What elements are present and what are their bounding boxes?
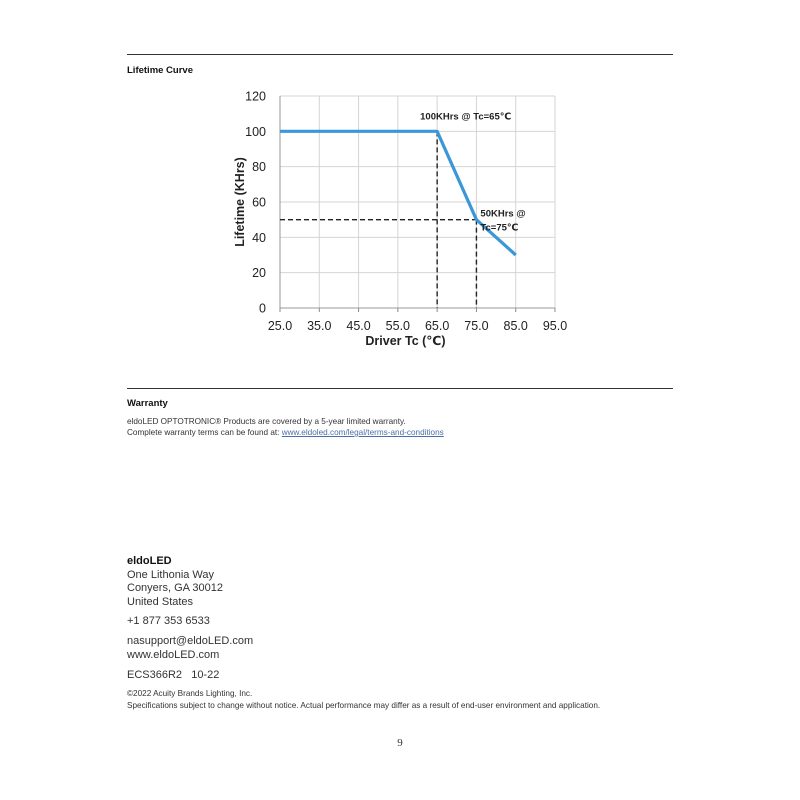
warranty-line-1: eldoLED OPTOTRONIC® Products are covered by a 5-year limited warranty. [127, 417, 406, 426]
support-email[interactable]: nasupport@eldoLED.com [127, 635, 254, 647]
warranty-heading: Warranty [127, 398, 168, 409]
warranty-text [127, 416, 444, 438]
warranty-divider [127, 388, 673, 389]
warranty-terms-link[interactable]: www.eldoled.com/legal/terms-and-conditions [281, 428, 444, 437]
legal-text [127, 688, 600, 711]
annotation-100khrs: 100KHrs @ Tc=65℃ [420, 111, 512, 123]
chart-grid [280, 96, 555, 308]
copyright: ©2022 Acuity Brands Lighting, Inc. [127, 689, 253, 698]
address-city: Conyers, GA 30012 [127, 582, 224, 594]
company-address [127, 555, 223, 609]
annotation-50khrs: 50KHrs @ [480, 208, 526, 220]
annotation-50khrs: Tc=75℃ [480, 222, 519, 234]
x-tick-label: 75.0 [464, 319, 489, 333]
warranty-line-2-prefix: Complete warranty terms can be found at: [127, 428, 282, 437]
website-link[interactable]: www.eldoLED.com [127, 648, 220, 661]
chart-reference-lines [280, 131, 476, 308]
x-tick-label: 95.0 [542, 319, 568, 333]
x-tick-label: 45.0 [346, 319, 371, 333]
address-street: One Lithonia Way [127, 568, 215, 581]
y-tick-label: 100 [245, 124, 266, 139]
chart-labels [233, 90, 567, 349]
y-tick-label: 0 [259, 301, 266, 316]
x-tick-label: 85.0 [503, 319, 528, 333]
phone-number: +1 877 353 6533 [127, 615, 210, 627]
x-tick-label: 55.0 [385, 319, 411, 333]
contact-links [127, 635, 253, 662]
top-divider [127, 54, 673, 55]
y-tick-label: 20 [252, 266, 266, 281]
chart-axes [280, 96, 555, 312]
y-tick-label: 60 [252, 195, 266, 210]
company-name: eldoLED [127, 555, 172, 567]
x-axis-title: Driver Tc (℃) [365, 334, 446, 348]
x-tick-label: 35.0 [307, 319, 332, 333]
y-tick-label: 120 [245, 89, 266, 104]
x-tick-label: 25.0 [267, 319, 293, 333]
y-tick-label: 80 [252, 160, 266, 175]
y-tick-label: 40 [252, 230, 266, 245]
lifetime-curve-heading: Lifetime Curve [127, 65, 193, 76]
disclaimer: Specifications subject to change without notice. Actual performance may differ as a result of end-user environment and application. [127, 700, 601, 710]
lifetime-chart [225, 85, 585, 355]
warranty-line-2 [127, 427, 444, 438]
address-country: United States [127, 595, 194, 608]
x-tick-label: 65.0 [424, 319, 450, 333]
document-code: ECS366R2 10-22 [127, 669, 220, 681]
y-axis-title: Lifetime (KHrs) [233, 157, 247, 247]
page-number: 9 [397, 737, 403, 749]
